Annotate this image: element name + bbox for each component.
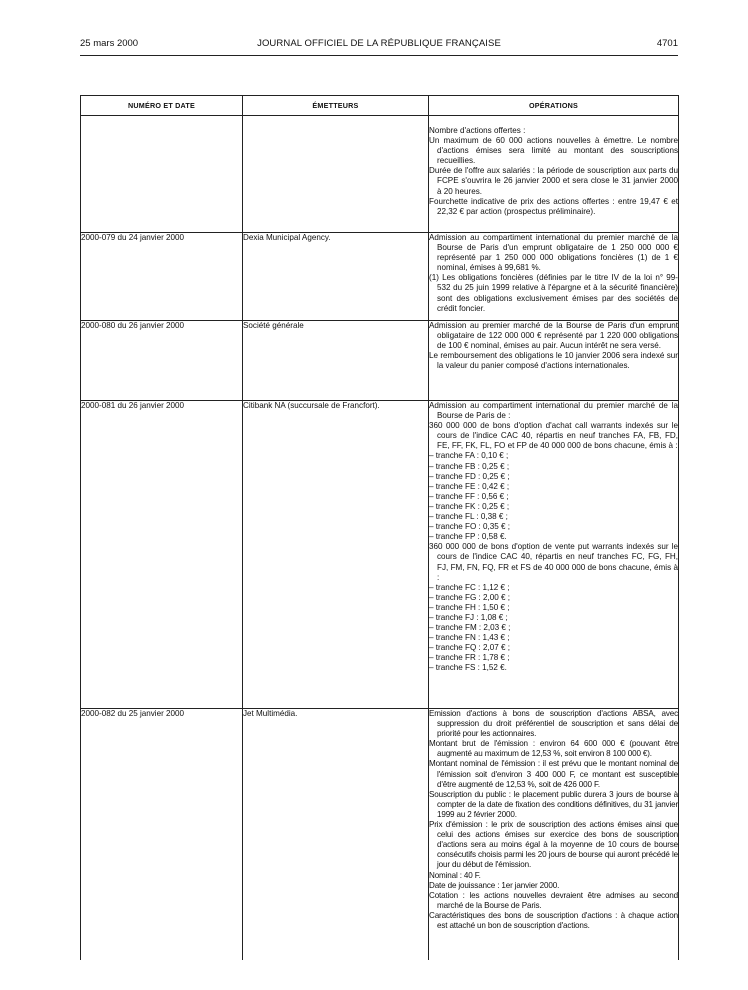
operation-line: – tranche FS : 1,52 €.	[429, 663, 507, 673]
operation-line: Admission au premier marché de la Bourse de Paris d'un emprunt obligataire de 122 000 000 € représenté par 1 220 000 obligations de 100 € nominal, émises au pair. Aucun intérêt ne sera versé.	[429, 321, 678, 351]
operation-line: Fourchette indicative de prix des actions offertes : entre 19,47 € et 22,32 € par action (prospectus préliminaire).	[429, 196, 678, 216]
operation-line: Admission au compartiment international du premier marché de la Bourse de Paris de :	[429, 401, 678, 421]
operation-line: – tranche FC : 1,12 € ;	[429, 582, 510, 592]
operation-line: – tranche FB : 0,25 € ;	[429, 461, 510, 471]
operation-line: – tranche FK : 0,25 € ;	[429, 501, 510, 511]
page-number: 4701	[656, 38, 678, 49]
table-row	[81, 233, 679, 321]
cell-operations	[429, 116, 679, 233]
operation-line: Prix d'émission : le prix de souscription des actions émises ainsi que celui des actions émises sur exercice des bons de souscription d'actions sera au moins égal à la moyenne de 10 cours de bourse consécutifs choisis parmi les 20 jours de bourse qui auront précédé le jour du début de l'émission.	[429, 820, 678, 870]
table-row	[81, 116, 679, 233]
cell-emetteur: Société générale	[243, 321, 429, 401]
cell-operations	[429, 401, 679, 709]
operation-line: Nominal : 40 F.	[429, 870, 481, 880]
cell-numero-date	[81, 116, 243, 233]
operation-line: – tranche FQ : 2,07 € ;	[429, 643, 510, 653]
operation-line: – tranche FF : 0,56 € ;	[429, 491, 509, 501]
operation-line: – tranche FH : 1,50 € ;	[429, 602, 510, 612]
cell-emetteur	[243, 116, 429, 233]
operation-line: Durée de l'offre aux salariés : la période de souscription aux parts du FCPE s'ouvrira le 26 janvier 2000 et sera close le 31 janvier 2000 à 20 heures.	[429, 166, 678, 196]
operation-line: – tranche FN : 1,43 € ;	[429, 633, 510, 643]
column-header-emetteurs: ÉMETTEURS	[243, 96, 429, 116]
operation-line: – tranche FJ : 1,08 € ;	[429, 612, 508, 622]
table-row	[81, 709, 679, 960]
cell-emetteur: Citibank NA (succursale de Francfort).	[243, 401, 429, 709]
operation-line: Admission au compartiment international du premier marché de la Bourse de Paris d'un emprunt obligataire de 1 250 000 000 € représenté par 1 250 000 000 obligations foncières (1) de 1 € nominal, émises à 99,681 %.	[429, 233, 678, 273]
operation-line: – tranche FD : 0,25 € ;	[429, 471, 510, 481]
operation-line: Date de jouissance : 1er janvier 2000.	[429, 880, 560, 890]
operation-line: – tranche FR : 1,78 € ;	[429, 653, 510, 663]
column-header-operations: OPÉRATIONS	[429, 96, 679, 116]
table-body	[81, 116, 679, 960]
cell-emetteur: Jet Multimédia.	[243, 709, 429, 960]
page-header	[80, 37, 678, 51]
cell-numero-date: 2000-081 du 26 janvier 2000	[81, 401, 243, 709]
operation-line: – tranche FO : 0,35 € ;	[429, 522, 510, 532]
cell-numero-date: 2000-079 du 24 janvier 2000	[81, 233, 243, 321]
operation-line: 360 000 000 de bons d'option d'achat call warrants indexés sur le cours de l'indice CAC 40, répartis en neuf tranches FA, FB, FD, FE, FF, FK, FL, FO et FP de 40 000 000 de bons chacune, émis à :	[429, 421, 678, 451]
operation-line: (1) Les obligations foncières (définies par le titre IV de la loi n° 99-532 du 25 juin 1999 relative à l'épargne et à la sécurité financière) sont des obligations exclusivement émises par des sociétés de crédit foncier.	[429, 273, 678, 313]
operation-line: Nombre d'actions offertes :	[429, 126, 526, 135]
operation-line: – tranche FM : 2,03 € ;	[429, 623, 511, 633]
cell-numero-date: 2000-080 du 26 janvier 2000	[81, 321, 243, 401]
operation-line: Emission d'actions à bons de souscription d'actions ABSA, avec suppression du droit préférentiel de souscription et sans délai de priorité pour les actionnaires.	[429, 709, 678, 739]
table-row	[81, 321, 679, 401]
cell-operations	[429, 709, 679, 960]
operation-line: Montant brut de l'émission : environ 64 600 000 € (pouvant être augmenté au maximum de 12,53 %, soit environ 8 100 000 €).	[429, 739, 678, 759]
header-rule	[80, 55, 678, 56]
operation-line: – tranche FP : 0,58 €.	[429, 532, 507, 542]
operation-line: Un maximum de 60 000 actions nouvelles à émettre. Le nombre d'actions émises sera limité au montant des souscriptions recueillies.	[429, 136, 678, 166]
operation-line: – tranche FE : 0,42 € ;	[429, 481, 510, 491]
operations-table	[80, 95, 679, 960]
cell-numero-date: 2000-082 du 25 janvier 2000	[81, 709, 243, 960]
header-date: 25 mars 2000	[80, 38, 139, 49]
operation-line: – tranche FL : 0,38 € ;	[429, 512, 508, 522]
operation-line: Caractéristiques des bons de souscription d'actions : à chaque action est attaché un bon de souscription d'actions.	[429, 910, 678, 930]
operation-line: Cotation : les actions nouvelles devraient être admises au second marché de la Bourse de Paris.	[429, 890, 678, 910]
operation-line: 360 000 000 de bons d'option de vente put warrants indexés sur le cours de l'indice CAC 40, répartis en neuf tranches FC, FG, FH, FJ, FM, FN, FQ, FR et FS de 40 000 000 de bons chacune, émis à :	[429, 542, 678, 582]
table-row	[81, 401, 679, 709]
operation-line: – tranche FA : 0,10 € ;	[429, 451, 509, 461]
operation-line: Montant nominal de l'émission : il est prévu que le montant nominal de l'émission soit d'environ 3 400 000 F, ce montant est susceptible d'être augmenté de 12,53 %, soit de 426 000 F.	[429, 759, 678, 789]
operation-line: Le remboursement des obligations le 10 janvier 2006 sera indexé sur la valeur du panier composé d'actions internationales.	[429, 351, 678, 371]
cell-emetteur: Dexia Municipal Agency.	[243, 233, 429, 321]
cell-operations	[429, 233, 679, 321]
table-header-row	[81, 96, 679, 116]
operation-line: Souscription du public : le placement public durera 3 jours de bourse à compter de la date de fixation des conditions définitives, du 31 janvier 1999 au 2 février 2000.	[429, 789, 678, 819]
operation-line: – tranche FG : 2,00 € ;	[429, 592, 510, 602]
journal-title: JOURNAL OFFICIEL DE LA RÉPUBLIQUE FRANÇAISE	[257, 38, 501, 49]
column-header-numero: NUMÉRO ET DATE	[81, 96, 243, 116]
cell-operations	[429, 321, 679, 401]
